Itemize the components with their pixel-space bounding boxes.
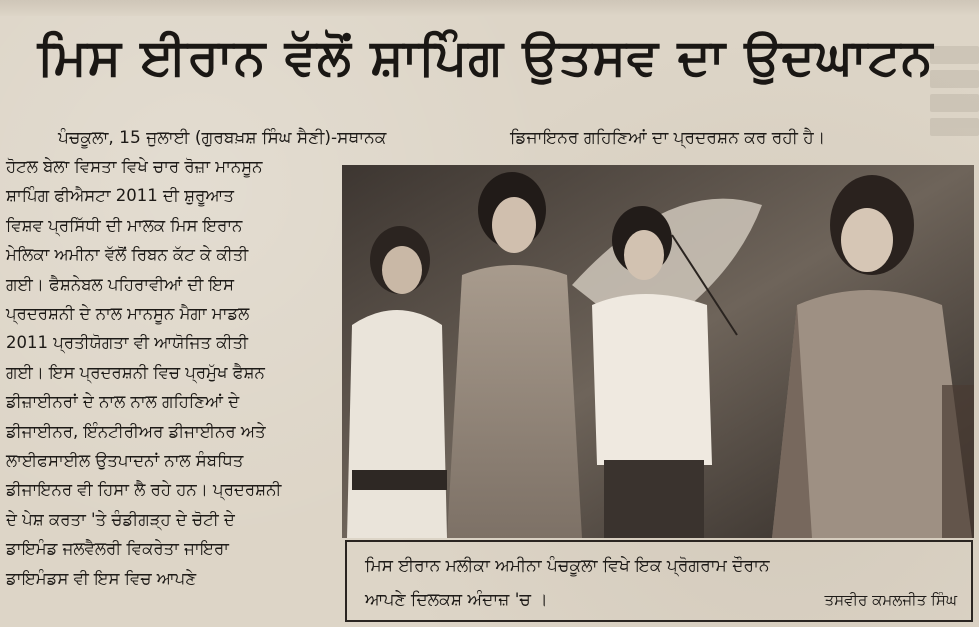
event-photo-illustration — [342, 165, 974, 538]
body-line: ਦੇ ਪੇਸ਼ ਕਰਤਾ 'ਤੇ ਚੰਡੀਗੜ੍ਹ ਦੇ ਚੋਟੀ ਦੇ — [6, 509, 235, 529]
body-line: ਡਾਇਮੰਡ ਜਲਵੈਲਰੀ ਵਿਕਰੇਤਾ ਜਾਇਰਾ — [6, 539, 229, 559]
article-headline: ਮਿਸ ਈਰਾਨ ਵੱਲੋਂ ਸ਼ਾਪਿੰਗ ਉਤਸਵ ਦਾ ਉਦਘਾਟਨ — [37, 28, 934, 86]
article-body-column — [6, 152, 334, 622]
photo-top-caption: ਡਿਜਾਇਨਰ ਗਹਿਣਿਆਂ ਦਾ ਪ੍ਰਦਰਸ਼ਨ ਕਰ ਰਹੀ ਹੈ। — [510, 128, 826, 148]
body-line: ਲਾਈਫਸਾਈਲ ਉਤਪਾਦਨਾਂ ਨਾਲ ਸੰਬਧਿਤ — [6, 451, 244, 471]
body-line: ਡੀਜ਼ਾਈਨਰਾਂ ਦੇ ਨਾਲ ਨਾਲ ਗਹਿਣਿਆਂ ਦੇ — [6, 392, 240, 412]
body-line: ਹੋਟਲ ਬੇਲਾ ਵਿਸਤਾ ਵਿਖੇ ਚਾਰ ਰੋਜ਼ਾ ਮਾਨਸੂਨ — [6, 157, 263, 176]
article-dateline: ਪੰਚਕੂਲਾ, 15 ਜੁਲਾਈ (ਗੁਰਬਖ਼ਸ਼ ਸਿੰਘ ਸੈਣੀ)-ਸਥਾਨਕ — [58, 128, 387, 148]
body-line: 2011 ਪ੍ਰਤੀਯੋਗਤਾ ਵੀ ਆਯੋਜਿਤ ਕੀਤੀ — [6, 333, 248, 353]
body-line: ਸ਼ਾਪਿੰਗ ਫੀਐਸਟਾ 2011 ਦੀ ਸ਼ੁਰੂਆਤ — [6, 186, 234, 206]
top-bleed — [0, 0, 979, 16]
photo-caption-line-1: ਮਿਸ ਈਰਾਨ ਮਲੀਕਾ ਅਮੀਨਾ ਪੰਚਕੂਲਾ ਵਿਖੇ ਇਕ ਪ੍ਰੋਗਰਾਮ ਦੌਰਾਨ — [365, 556, 770, 576]
body-line: ਡੀਜਾਇਨਰ ਵੀ ਹਿਸਾ ਲੈ ਰਹੇ ਹਨ। ਪ੍ਰਦਰਸ਼ਨੀ — [6, 480, 282, 500]
photo-caption-box — [345, 540, 973, 622]
body-line: ਪ੍ਰਦਰਸ਼ਨੀ ਦੇ ਨਾਲ ਮਾਨਸੂਨ ਮੈਗਾ ਮਾਡਲ — [6, 304, 250, 324]
body-line: ਵਿਸ਼ਵ ਪ੍ਰਸਿੱਧੀ ਦੀ ਮਾਲਕ ਮਿਸ ਇਰਾਨ — [6, 215, 243, 235]
photo-credit: ਤਸਵੀਰ ਕਮਲਜੀਤ ਸਿੰਘ — [824, 591, 957, 609]
event-photo — [342, 165, 974, 538]
body-line: ਗਈ। ਫੈਸ਼ਨੇਬਲ ਪਹਿਰਾਵੀਆਂ ਦੀ ਇਸ — [6, 274, 234, 294]
body-line: ਡੀਜਾਈਨਰ, ਇੰਨਟੀਰੀਅਰ ਡੀਜਾਈਨਰ ਅਤੇ — [6, 421, 266, 441]
body-line: ਗਈ। ਇਸ ਪ੍ਰਦਰਸ਼ਨੀ ਵਿਚ ਪ੍ਰਮੁੱਖ ਫੈਸ਼ਨ — [6, 362, 265, 382]
body-line: ਡਾਇਮੰਡਸ ਵੀ ਇਸ ਵਿਚ ਆਪਣੇ — [6, 568, 197, 588]
photo-caption-line-2: ਆਪਣੇ ਦਿਲਕਸ਼ ਅੰਦਾਜ਼ 'ਚ । — [365, 590, 548, 610]
body-line: ਮੇਲਿਕਾ ਅਮੀਨਾ ਵੱਲੋਂ ਰਿਬਨ ਕੱਟ ਕੇ ਕੀਤੀ — [6, 245, 249, 265]
